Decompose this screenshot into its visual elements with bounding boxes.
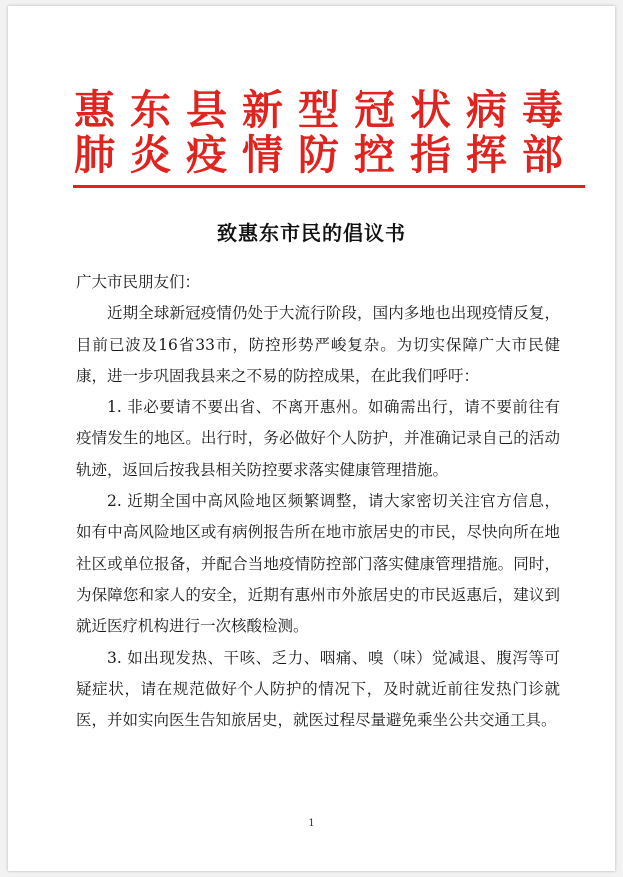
header-title-line-1: 惠东县新型冠状病毒 <box>74 86 568 134</box>
document-title: 致惠东市民的倡议书 <box>217 221 406 245</box>
paragraph-item-1: 1. 非必要请不要出省、不离开惠州。如确需出行，请不要前往有疫情发生的地区。出行时，务必做好个人防护，并准确记录自己的活动轨迹，返回后按我县相关防控要求落实健康管理措施。 <box>76 398 560 479</box>
salutation: 广大市民朋友们： <box>76 273 201 291</box>
header-title-line-2: 肺炎疫情防控指挥部 <box>74 131 568 179</box>
paragraph-intro: 近期全球新冠疫情仍处于大流行阶段，国内多地也出现疫情反复，目前已波及16省33市，防控形势严峻复杂。为切实保障广大市民健康，进一步巩固我县来之不易的防控成果，在此我们呼吁： <box>76 304 560 385</box>
document-page <box>8 6 615 871</box>
header-divider <box>73 185 585 188</box>
page-number: 1 <box>308 818 315 829</box>
document-body <box>76 267 560 736</box>
paragraph-item-2: 2. 近期全国中高风险地区频繁调整，请大家密切关注官方信息，如有中高风险地区或有病例报告所在地市旅居史的市民，尽快向所在地社区或单位报备，并配合当地疫情防控部门落实健康管理措施。同时，为保障您和家人的安全，近期有惠州市外旅居史的市民返惠后，建议到就近医疗机构进行一次核酸检测。 <box>76 492 560 636</box>
paragraph-item-3: 3. 如出现发热、干咳、乏力、咽痛、嗅（味）觉减退、腹泻等可疑症状，请在规范做好个人防护的情况下，及时就近前往发热门诊就医，并如实向医生告知旅居史，就医过程尽量避免乘坐公共交通工具。 <box>76 648 560 730</box>
